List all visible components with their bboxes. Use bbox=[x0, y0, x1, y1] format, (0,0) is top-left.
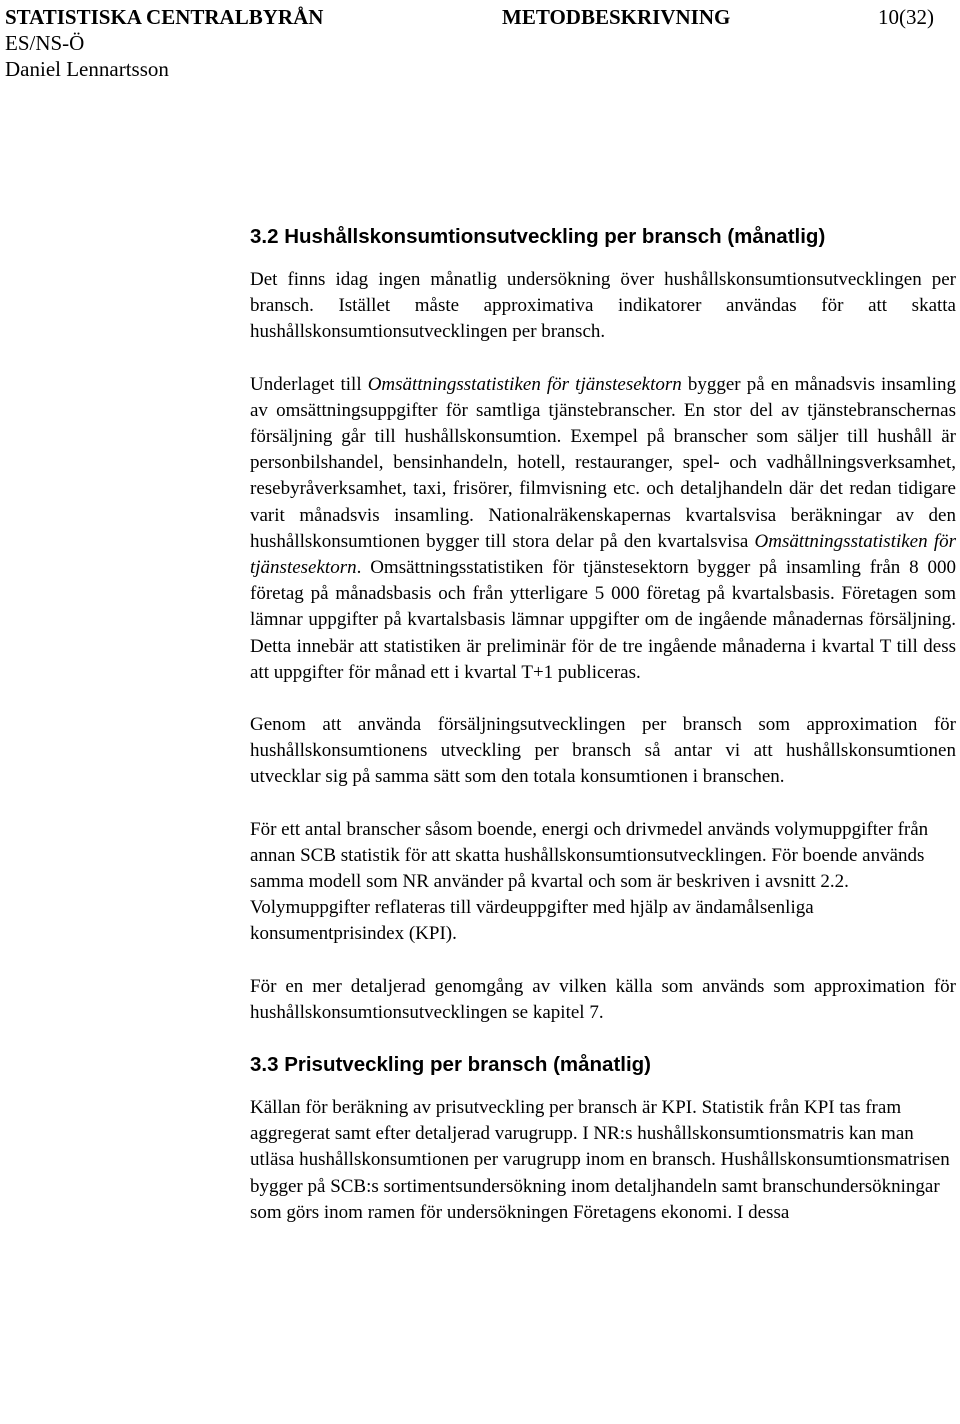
organization-name: STATISTISKA CENTRALBYRÅN bbox=[5, 5, 324, 29]
text-run: bygger på en månadsvis insamling av omsättningsuppgifter för samtliga tjänstebranscher. En stor del av tjänstebranschernas försäljning går till hushållskonsumtion. Exempel på branscher som säljer till hushåll är personbilshandel, bensinhandeln, hotell, restauranger, spel- och vadhållningsverksamhet, resebyråverksamhet, taxi, frisörer, filmvisning etc. och detaljhandeln där det redan tidigare varit månadsvis insamling. Nationalräkenskapernas kvartalsvisa beräkningar av den hushållskonsumtionen bygger till stora delar på den kvartalsvisa bbox=[250, 373, 956, 552]
section-heading-3-3: 3.3 Prisutveckling per bransch (månatlig) bbox=[250, 1053, 652, 1077]
paragraph: För ett antal branscher såsom boende, energi och drivmedel används volymuppgifter från annan SCB statistik för att skatta hushållskonsumtionsutvecklingen. För boende används samma modell som NR använder på kvartal och som är beskriven i avsnitt 2.2. Volymuppgifter reflateras till värdeuppgifter med hjälp av ändamålsenliga konsumentprisindex (KPI). bbox=[250, 818, 929, 945]
document-type: METODBESKRIVNING bbox=[502, 5, 731, 29]
department-code: ES/NS-Ö bbox=[5, 31, 85, 55]
paragraph: För en mer detaljerad genomgång av vilken källa som används som approximation för hushållskonsumtionsutvecklingen se kapitel 7. bbox=[250, 975, 956, 1023]
emphasized-title: Omsättningsstatistiken för tjänstesektorn bbox=[367, 373, 682, 395]
document-body bbox=[250, 224, 956, 1226]
page-header bbox=[5, 4, 935, 82]
paragraph: Det finns idag ingen månatlig undersökning över hushållskonsumtionsutvecklingen per bransch. Istället måste approximativa indikatorer användas för att skatta hushållskonsumtionsutvecklingen per bransch. bbox=[250, 269, 956, 343]
emphasized-title: Omsättningsstatistiken för tjänstesektorn bbox=[250, 530, 956, 579]
text-run: Underlaget till bbox=[250, 373, 368, 395]
paragraph: Genom att använda försäljningsutvecklingen per bransch som approximation för hushållskonsumtionens utveckling per bransch så antar vi att hushållskonsumtionen utvecklar sig på samma sätt som den totala konsumtionen i branschen. bbox=[250, 714, 956, 788]
paragraph: Källan för beräkning av prisutveckling per bransch är KPI. Statistik från KPI tas fram aggregerat samt efter detaljerad varugrupp. I NR:s hushållskonsumtionsmatris kan man utläsa hushållskonsumtionen per varugrupp inom en bransch. Hushållskonsumtionsmatrisen bygger på SCB:s sortimentsundersökning inom detaljhandeln samt branschundersökningar som görs inom ramen för undersökningen Företagens ekonomi. I dessa bbox=[250, 1097, 950, 1223]
author-name: Daniel Lennartsson bbox=[5, 57, 169, 81]
page-number: 10(32) bbox=[878, 5, 934, 29]
text-run: . Omsättningsstatistiken för tjänstesektorn bygger på insamling från 8 000 företag på månadsbasis och från ytterligare 5 000 företag på kvartalsbasis. Företagen som lämnar uppgifter på kvartalsbasis lämnar uppgifter om de ingående månadernas försäljning. Detta innebär att statistiken är preliminär för de tre ingående månaderna i kvartal T till dess att uppgifter för månad ett i kvartal T+1 publiceras. bbox=[250, 557, 956, 683]
section-heading-3-2: 3.2 Hushållskonsumtionsutveckling per bransch (månatlig) bbox=[250, 225, 826, 248]
paragraph bbox=[250, 372, 956, 686]
